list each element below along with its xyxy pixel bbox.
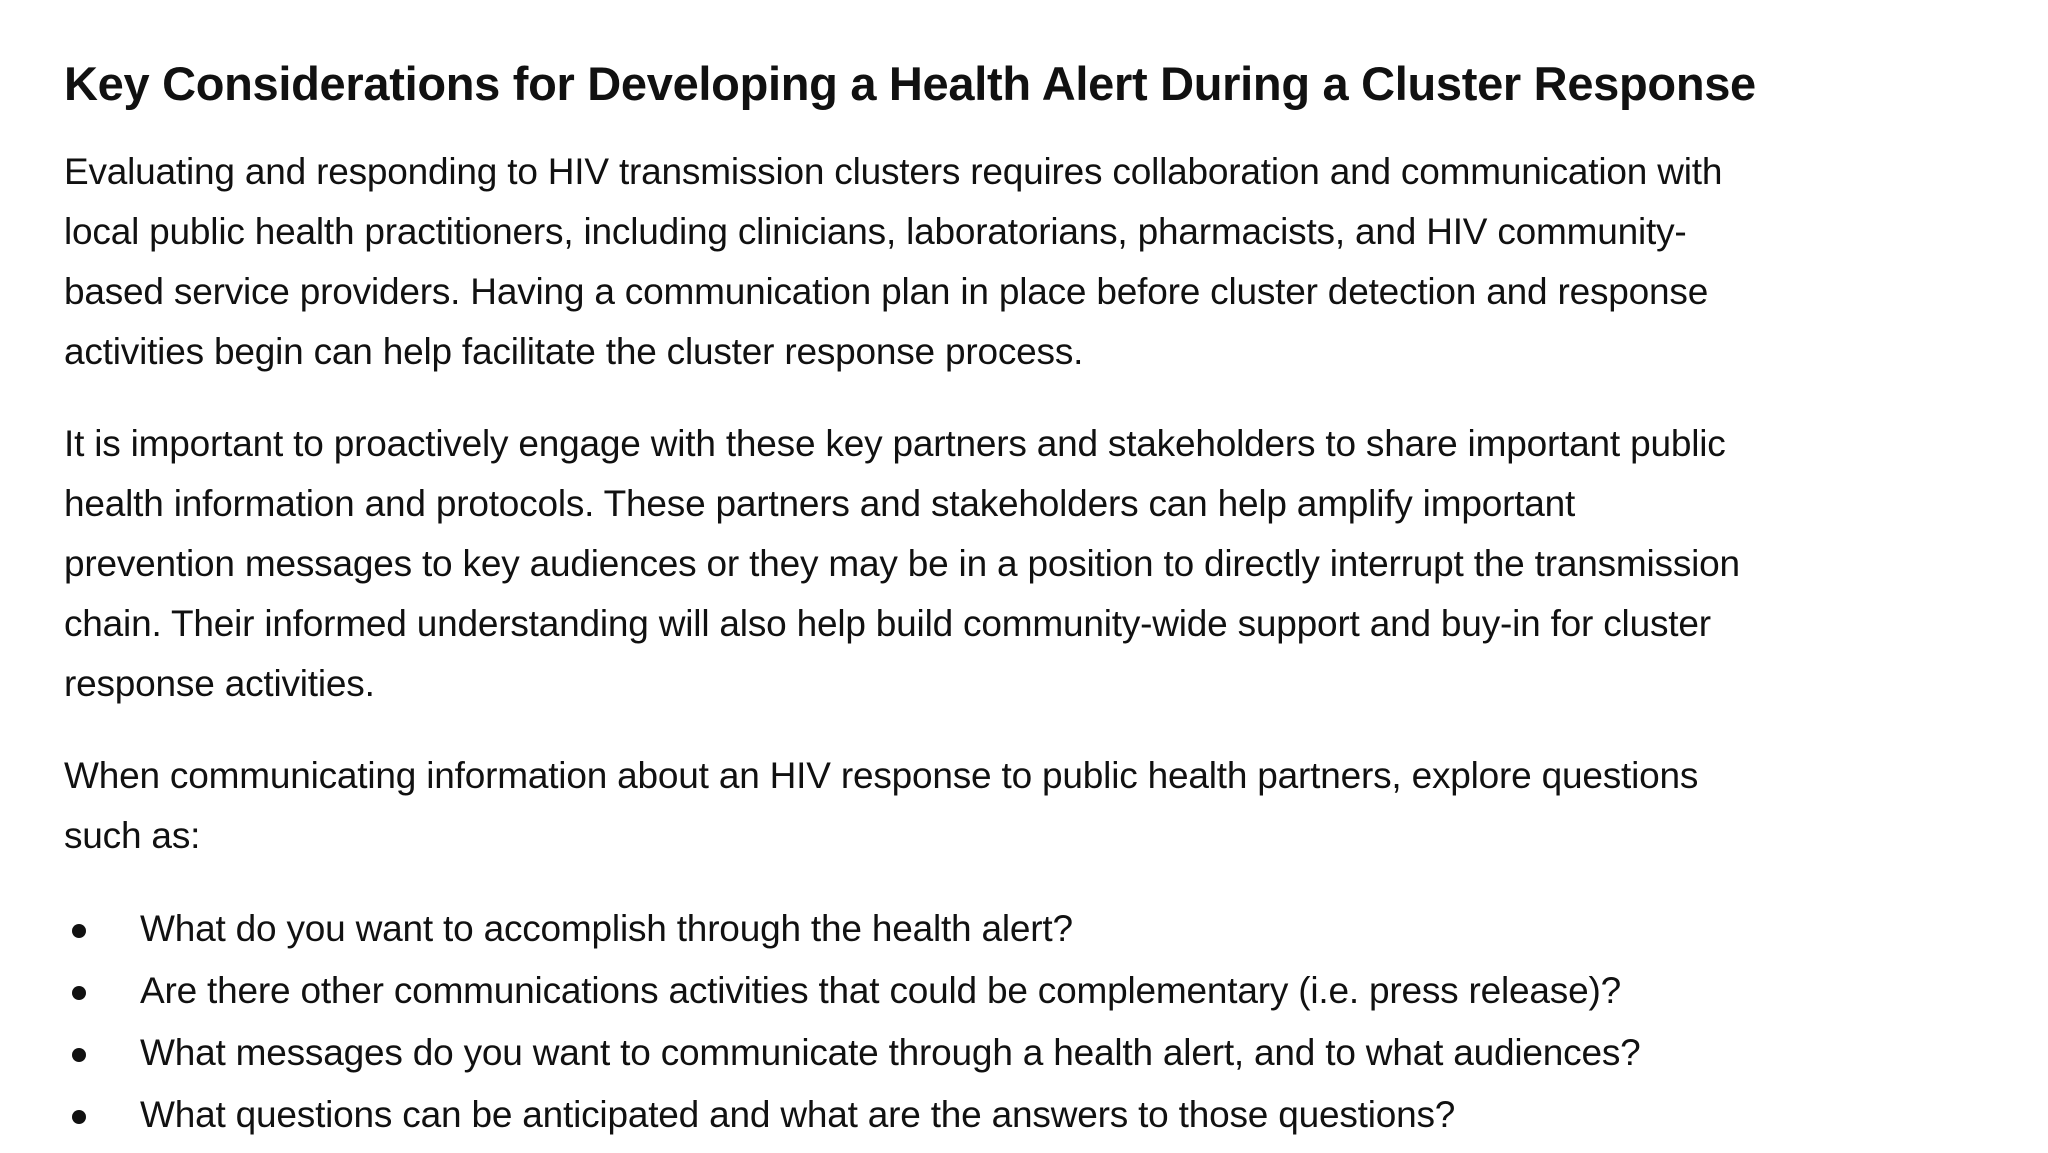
list-item-text: What do you want to accomplish through the health alert? xyxy=(140,908,1073,949)
paragraph-engagement xyxy=(64,414,2024,714)
paragraph-line: such as: xyxy=(64,815,201,856)
list-item-text: Are there other communications activities that could be complementary (i.e. press release)? xyxy=(140,970,1621,1011)
paragraph-questions-intro xyxy=(64,746,2024,866)
document-body xyxy=(64,50,2024,1146)
bullet-icon xyxy=(72,1110,86,1124)
bullet-icon xyxy=(72,986,86,1000)
paragraph-line: chain. Their informed understanding will also help build community-wide support and buy-in for cluster xyxy=(64,603,1711,644)
paragraph-line: When communicating information about an HIV response to public health partners, explore questions xyxy=(64,755,1699,796)
question-list xyxy=(64,898,2024,1146)
list-item-text: What messages do you want to communicate through a health alert, and to what audiences? xyxy=(140,1032,1641,1073)
page-title: Key Considerations for Developing a Health Alert During a Cluster Response xyxy=(64,57,1756,110)
list-item xyxy=(64,1022,2024,1084)
list-item xyxy=(64,960,2024,1022)
paragraph-line: prevention messages to key audiences or they may be in a position to directly interrupt the transmission xyxy=(64,543,1740,584)
bullet-icon xyxy=(72,1048,86,1062)
paragraph-line: local public health practitioners, including clinicians, laboratorians, pharmacists, and HIV community- xyxy=(64,211,1687,252)
paragraph-line: activities begin can help facilitate the cluster response process. xyxy=(64,331,1084,372)
paragraph-line: It is important to proactively engage with these key partners and stakeholders to share important public xyxy=(64,423,1726,464)
list-item-text: What questions can be anticipated and what are the answers to those questions? xyxy=(140,1094,1456,1135)
paragraph-line: based service providers. Having a communication plan in place before cluster detection and response xyxy=(64,271,1709,312)
paragraph-line: Evaluating and responding to HIV transmission clusters requires collaboration and communication with xyxy=(64,151,1723,192)
list-item xyxy=(64,1084,2024,1146)
paragraph-intro xyxy=(64,142,2024,382)
paragraph-line: response activities. xyxy=(64,663,375,704)
list-item xyxy=(64,898,2024,960)
bullet-icon xyxy=(72,924,86,938)
paragraph-line: health information and protocols. These partners and stakeholders can help amplify important xyxy=(64,483,1576,524)
